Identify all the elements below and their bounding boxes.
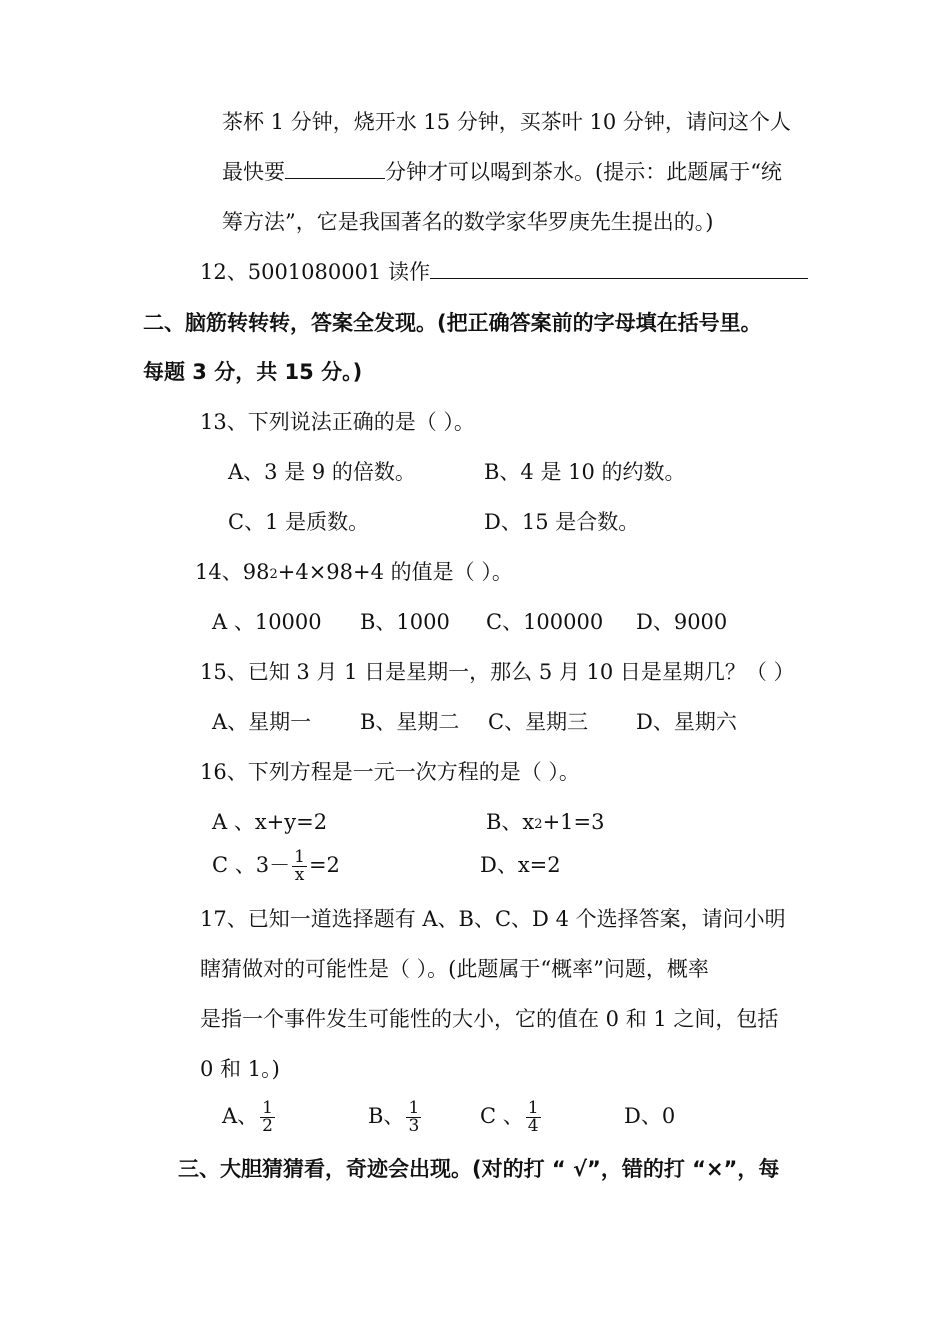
q17-option-b-label: B、 [368,1104,405,1128]
q13-option-d[interactable]: D、15 是合数。 [484,510,640,534]
q15-stem: 15、已知 3 月 1 日是星期一，那么 5 月 10 日是星期几？（ ） [200,660,795,684]
q13-option-b[interactable]: B、4 是 10 的约数。 [484,460,686,484]
q14-option-d[interactable]: D、9000 [636,610,728,634]
section2-heading-line2: 每题 3 分，共 15 分。) [143,360,363,384]
q16-option-d[interactable]: D、x=2 [480,853,561,877]
q14-exponent: 2 [269,567,278,582]
q17-line4: 0 和 1。) [200,1057,280,1081]
q17-option-c-fraction [526,1100,541,1135]
q11-line2 [222,158,782,186]
q11-line3: 筹方法”，它是我国著名的数学家华罗庚先生提出的。) [222,210,714,234]
q13-option-c[interactable]: C、1 是质数。 [228,510,370,534]
q17-option-a-label: A、 [222,1104,259,1128]
q17-option-c-label: C 、 [480,1104,524,1128]
q16-option-c-start: C 、3－ [212,853,291,877]
q17-line2: 瞎猜做对的可能性是（ ）。(此题属于“概率”问题，概率 [200,957,709,981]
q14-option-b[interactable]: B、1000 [360,610,450,634]
q17-line1: 17、已知一道选择题有 A、B、C、D 4 个选择答案，请问小明 [200,907,786,931]
q16-option-b-end: +1=3 [542,810,605,834]
q13-stem: 13、下列说法正确的是（ ）。 [200,410,475,434]
q12-stem: 12、5001080001 读作 [200,260,431,284]
q16-option-a[interactable]: A 、x+y=2 [212,810,328,834]
q16-option-c-fraction [292,849,307,884]
fraction-denominator: 3 [408,1116,420,1136]
fraction-numerator: 1 [262,1098,273,1118]
q14-stem [195,558,513,589]
q15-option-c[interactable]: C、星期三 [488,710,589,734]
q13-option-a[interactable]: A、3 是 9 的倍数。 [228,460,416,484]
q15-option-d[interactable]: D、星期六 [636,710,737,734]
q15-option-a[interactable]: A、星期一 [212,710,312,734]
fraction-denominator: x [294,865,305,885]
q17-line3: 是指一个事件发生可能性的大小，它的值在 0 和 1 之间，包括 [200,1007,779,1031]
section2-heading-line1: 二、脑筋转转转，答案全发现。(把正确答案前的字母填在括号里。 [143,311,762,335]
q16-option-c-end: =2 [308,853,340,877]
q17-option-b-fraction [406,1100,421,1135]
q14-stem-end: +4×98+4 的值是（ ）。 [277,560,513,584]
fraction-numerator: 1 [408,1098,420,1118]
q17-option-a[interactable] [222,1096,277,1136]
q11-answer-blank[interactable] [285,160,385,179]
q14-stem-start: 14、98 [195,560,270,584]
q16-stem: 16、下列方程是一元一次方程的是（ ）。 [200,760,580,784]
q12-line [200,258,808,286]
q17-option-c[interactable] [480,1096,543,1136]
q15-option-b[interactable]: B、星期二 [360,710,460,734]
section3-heading-line1: 三、大胆猜猜看，奇迹会出现。(对的打 “ √”，错的打 “×”，每 [178,1157,780,1181]
q17-option-a-fraction [260,1100,275,1135]
fraction-denominator: 4 [527,1116,539,1136]
q16-option-b-exponent: 2 [534,817,543,832]
q11-line2-start: 最快要 [222,160,285,184]
q16-option-b-start: B、x [486,810,535,834]
q14-option-c[interactable]: C、100000 [486,610,604,634]
q16-option-c[interactable] [212,846,340,884]
q16-option-b[interactable] [486,808,604,839]
fraction-denominator: 2 [262,1116,273,1136]
fraction-numerator: 1 [294,847,305,867]
q11-line1: 茶杯 1 分钟，烧开水 15 分钟，买茶叶 10 分钟，请问这个人 [222,110,791,134]
q14-option-a[interactable]: A 、10000 [212,610,322,634]
q17-option-b[interactable] [368,1096,423,1136]
q12-answer-blank[interactable] [430,260,808,279]
q11-line2-end: 分钟才可以喝到茶水。(提示：此题属于“统 [385,160,782,184]
fraction-numerator: 1 [527,1098,539,1118]
q17-option-d[interactable]: D、0 [624,1104,676,1128]
